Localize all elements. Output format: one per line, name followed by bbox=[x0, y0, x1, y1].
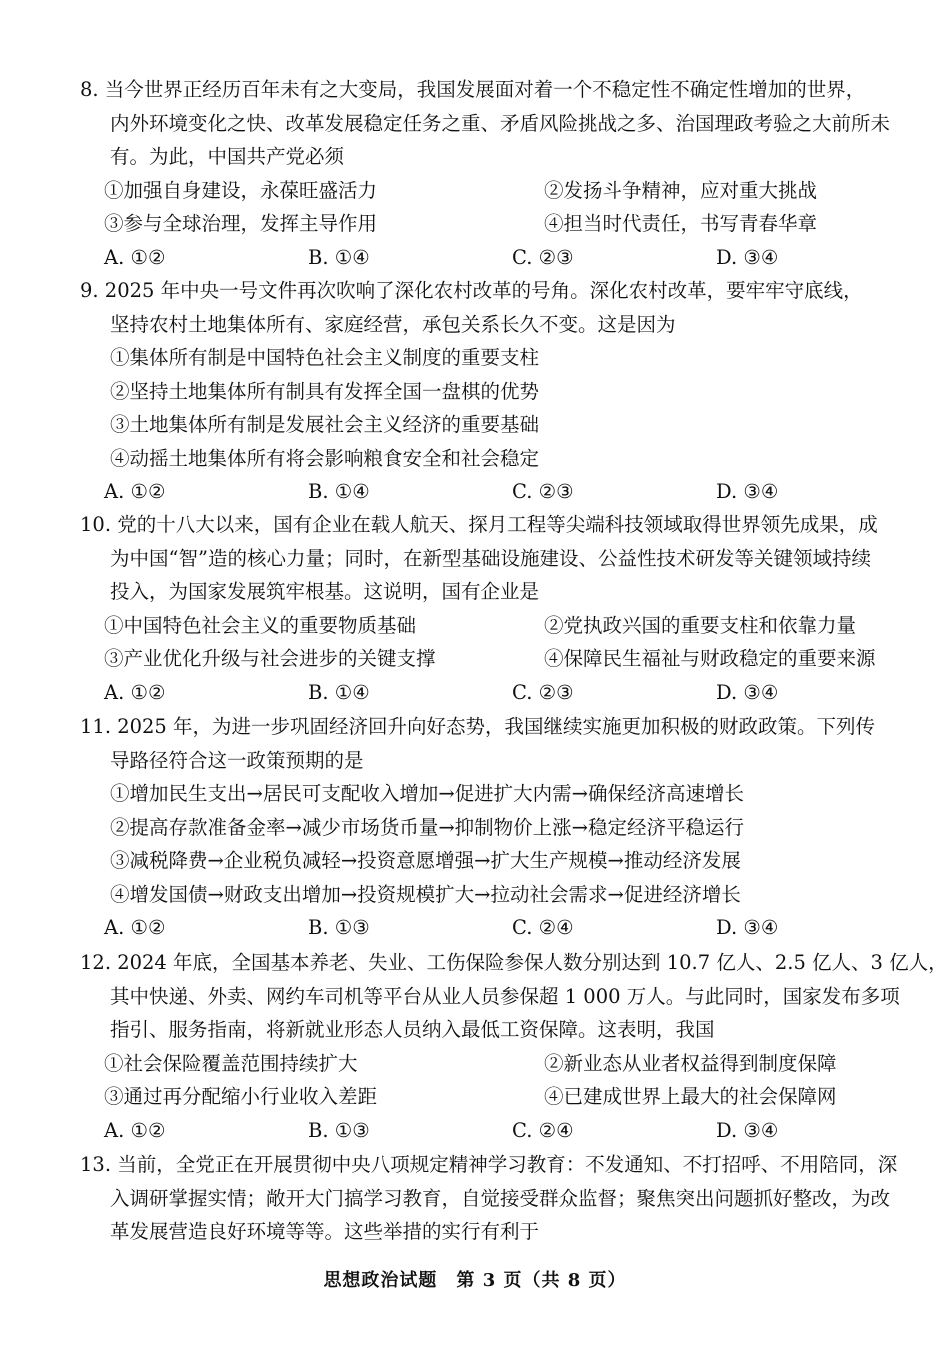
choice-b: B. ①④ bbox=[308, 680, 370, 704]
choice-a: A. ①② bbox=[104, 916, 166, 939]
option-4: ④动摇土地集体所有将会影响粮食安全和社会稳定 bbox=[110, 446, 540, 470]
choice-d: D. ③④ bbox=[716, 916, 779, 939]
question-10 bbox=[80, 508, 920, 709]
option-2: ②提高存款准备金率→减少市场货币量→抑制物价上涨→稳定经济平稳运行 bbox=[110, 815, 745, 839]
option-1: ①加强自身建设，永葆旺盛活力 bbox=[104, 178, 378, 202]
question-9 bbox=[80, 274, 920, 509]
option-3: ③参与全球治理，发挥主导作用 bbox=[104, 212, 378, 235]
option-3: ③产业优化升级与社会进步的关键支撑 bbox=[104, 647, 436, 670]
answer-choices bbox=[80, 676, 920, 710]
question-stem-line: 13. 当前，全党正在开展贯彻中央八项规定精神学习教育：不发通知、不打招呼、不用陪同，深 bbox=[80, 1153, 898, 1176]
option-2: ②坚持土地集体所有制具有发挥全国一盘棋的优势 bbox=[110, 379, 540, 403]
choice-d: D. ③④ bbox=[716, 680, 779, 704]
option-row bbox=[80, 207, 920, 241]
question-stem-line: 入调研掌握实情；敞开大门搞学习教育，自觉接受群众监督；聚焦突出问题抓好整改，为改 bbox=[110, 1186, 891, 1210]
answer-choices bbox=[80, 241, 920, 275]
option-1: ①集体所有制是中国特色社会主义制度的重要支柱 bbox=[110, 346, 540, 369]
question-stem-line: 为中国“智”造的核心力量；同时，在新型基础设施建设、公益性技术研发等关键领域持续 bbox=[110, 546, 871, 570]
choice-b: B. ①③ bbox=[308, 916, 370, 939]
option-1: ①中国特色社会主义的重要物质基础 bbox=[104, 613, 417, 637]
choice-c: C. ②④ bbox=[512, 916, 574, 939]
option-2: ②发扬斗争精神，应对重大挑战 bbox=[544, 178, 818, 202]
choice-c: C. ②③ bbox=[512, 480, 574, 503]
answer-choices bbox=[80, 475, 920, 509]
choice-a: A. ①② bbox=[104, 245, 166, 269]
option-1: ①增加民生支出→居民可支配收入增加→促进扩大内需→确保经济高速增长 bbox=[110, 782, 745, 805]
question-stem-line: 有。为此，中国共产党必须 bbox=[110, 145, 345, 168]
question-stem-line: 革发展营造良好环境等等。这些举措的实行有利于 bbox=[110, 1220, 540, 1243]
choice-c: C. ②③ bbox=[512, 245, 574, 269]
option-3: ③土地集体所有制是发展社会主义经济的重要基础 bbox=[110, 413, 540, 436]
option-2: ②党执政兴国的重要支柱和依靠力量 bbox=[544, 613, 857, 637]
question-stem-line: 9. 2025 年中央一号文件再次吹响了深化农村改革的号角。深化农村改革，要牢牢守底线， bbox=[80, 279, 863, 302]
option-row bbox=[80, 642, 920, 676]
question-stem-line: 其中快递、外卖、网约车司机等平台从业人员参保超 1 000 万人。与此同时，国家发布多项 bbox=[110, 984, 900, 1008]
option-row bbox=[80, 609, 920, 643]
choice-b: B. ①④ bbox=[308, 245, 370, 269]
option-1: ①社会保险覆盖范围持续扩大 bbox=[104, 1051, 358, 1075]
option-row bbox=[80, 1047, 920, 1081]
question-stem-line: 指引、服务指南，将新就业形态人员纳入最低工资保障。这表明，我国 bbox=[110, 1018, 715, 1041]
choice-c: C. ②③ bbox=[512, 680, 574, 704]
choice-b: B. ①④ bbox=[308, 480, 370, 503]
choice-d: D. ③④ bbox=[716, 1118, 779, 1142]
option-4: ④担当时代责任，书写青春华章 bbox=[544, 212, 818, 235]
question-13 bbox=[80, 1148, 920, 1249]
question-stem-line: 投入，为国家发展筑牢根基。这说明，国有企业是 bbox=[110, 580, 540, 603]
answer-choices bbox=[80, 1114, 920, 1148]
choice-d: D. ③④ bbox=[716, 480, 779, 503]
question-12 bbox=[80, 946, 948, 1147]
choice-a: A. ①② bbox=[104, 480, 166, 503]
option-row bbox=[80, 1080, 920, 1114]
page-footer: 思想政治试题 第 3 页（共 8 页） bbox=[323, 1270, 627, 1291]
answer-choices bbox=[80, 911, 920, 945]
question-stem-line: 导路径符合这一政策预期的是 bbox=[110, 748, 364, 772]
question-stem-line: 11. 2025 年，为进一步巩固经济回升向好态势，我国继续实施更加积极的财政政策。下列传 bbox=[80, 715, 876, 738]
choice-a: A. ①② bbox=[104, 1118, 166, 1142]
question-stem-line: 8. 当今世界正经历百年未有之大变局，我国发展面对着一个不稳定性不确定性增加的世界， bbox=[80, 78, 866, 101]
question-8 bbox=[80, 73, 920, 274]
choice-c: C. ②④ bbox=[512, 1118, 574, 1142]
choice-b: B. ①③ bbox=[308, 1118, 370, 1142]
option-3: ③通过再分配缩小行业收入差距 bbox=[104, 1085, 378, 1108]
option-4: ④保障民生福祉与财政稳定的重要来源 bbox=[544, 647, 876, 670]
option-2: ②新业态从业者权益得到制度保障 bbox=[544, 1051, 837, 1075]
question-stem-line: 10. 党的十八大以来，国有企业在载人航天、探月工程等尖端科技领域取得世界领先成果，成 bbox=[80, 513, 878, 536]
option-4: ④已建成世界上最大的社会保障网 bbox=[544, 1085, 837, 1108]
option-row bbox=[80, 174, 920, 208]
question-11 bbox=[80, 710, 920, 945]
question-stem-line: 坚持农村土地集体所有、家庭经营，承包关系长久不变。这是因为 bbox=[110, 312, 676, 336]
choice-a: A. ①② bbox=[104, 680, 166, 704]
option-4: ④增发国债→财政支出增加→投资规模扩大→拉动社会需求→促进经济增长 bbox=[110, 882, 741, 906]
question-stem-line: 12. 2024 年底，全国基本养老、失业、工伤保险参保人数分别达到 10.7 亿人、2.5 亿人、3 亿人， bbox=[80, 951, 948, 974]
choice-d: D. ③④ bbox=[716, 245, 779, 269]
option-3: ③减税降费→企业税负减轻→投资意愿增强→扩大生产规模→推动经济发展 bbox=[110, 849, 741, 872]
question-stem-line: 内外环境变化之快、改革发展稳定任务之重、矛盾风险挑战之多、治国理政考验之大前所未 bbox=[110, 111, 891, 135]
